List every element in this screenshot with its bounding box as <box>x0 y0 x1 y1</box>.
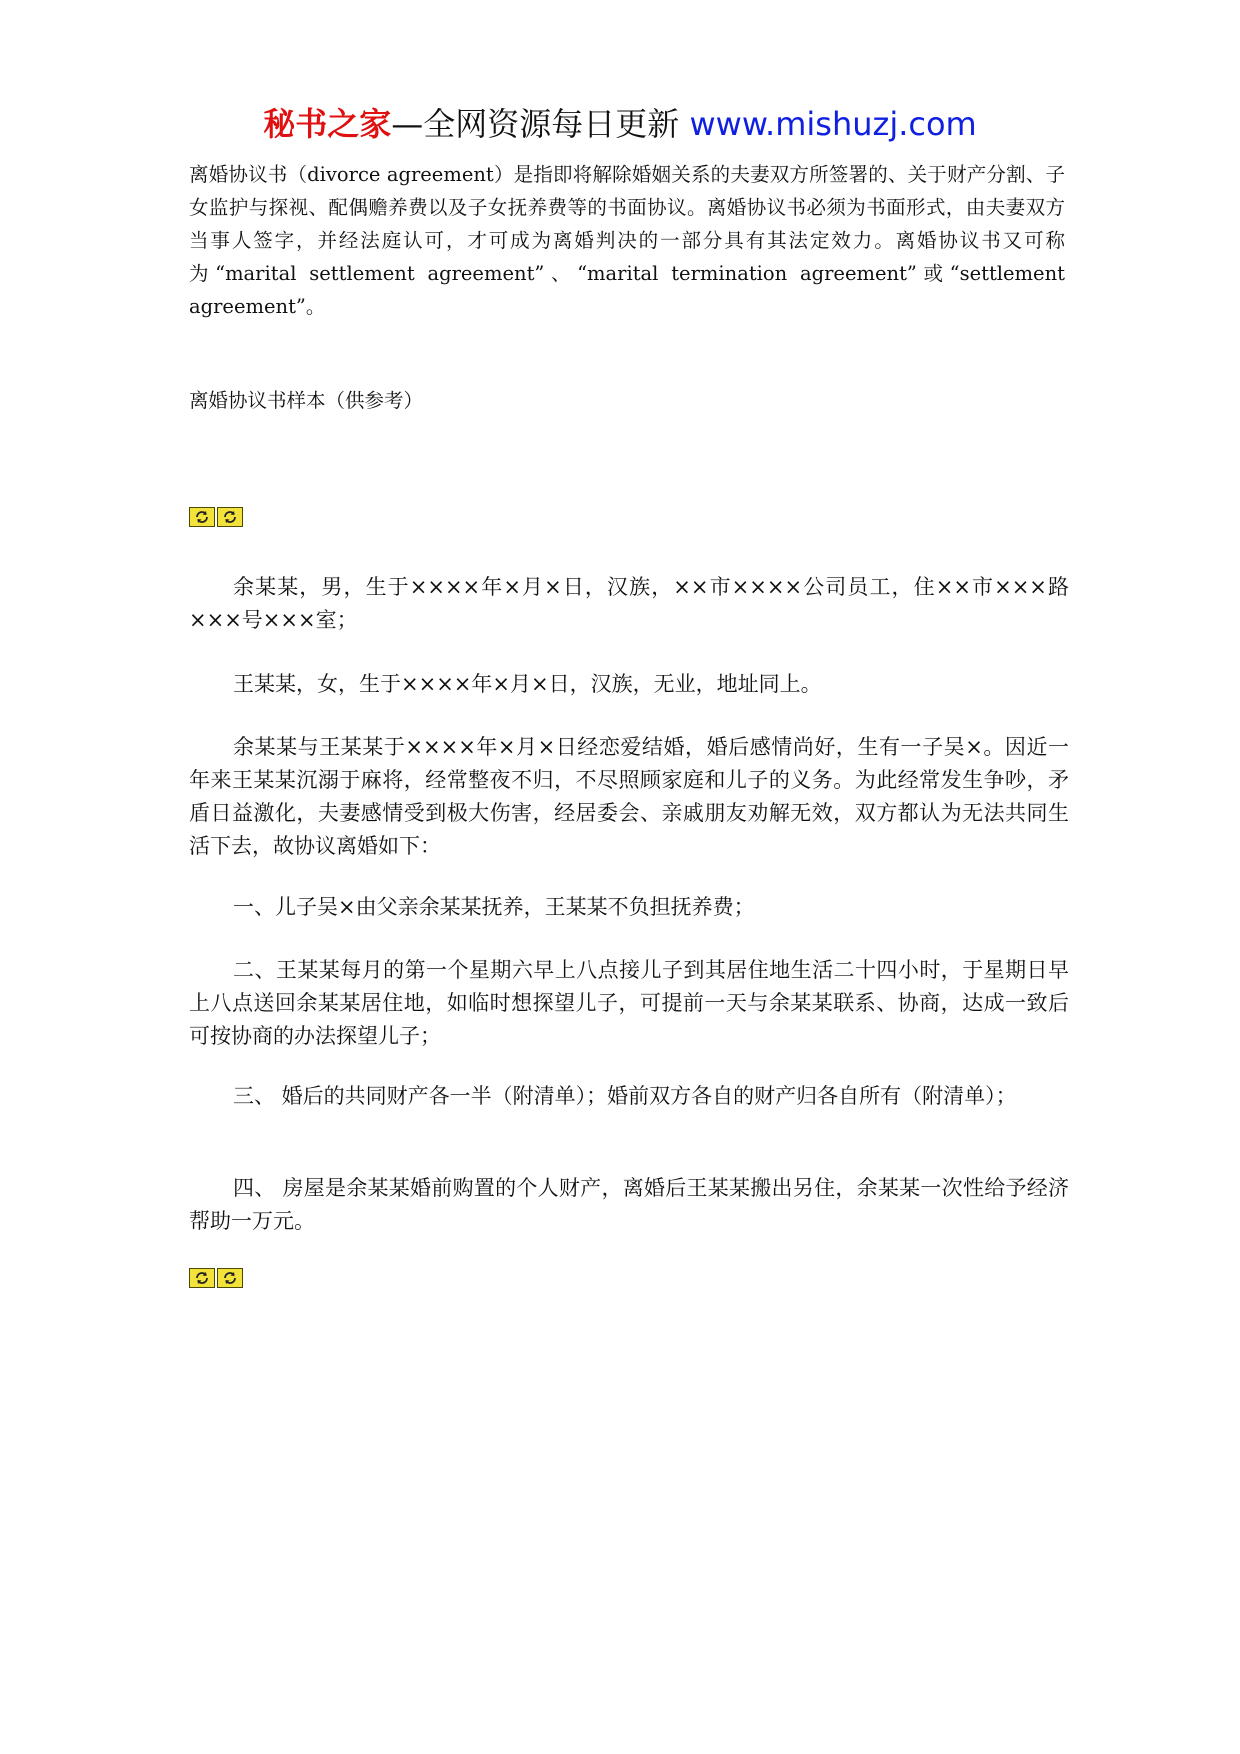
header-slogan: —全网资源每日更新 <box>391 105 690 143</box>
refresh-icon <box>189 507 215 527</box>
icon-pair-bottom <box>189 1268 243 1288</box>
sample-title: 离婚协议书样本（供参考） <box>189 389 424 412</box>
clause-1: 一、儿子吴×由父亲余某某抚养，王某某不负担抚养费； <box>233 895 755 919</box>
refresh-icon <box>217 507 243 527</box>
marriage-background: 余某某与王某某于××××年×月×日经恋爱结婚，婚后感情尚好，生有一子吴×。因近一年来王某某沉溺于麻将，经常整夜不归，不尽照顾家庭和儿子的义务。为此经常发生争吵，矛盾日益激化，夫妻感情受到极大伤害，经居委会、亲戚朋友劝解无效，双方都认为无法共同生活下去，故协议离婚如下： <box>189 735 1069 858</box>
icon-pair-top <box>189 507 243 527</box>
brand-name: 秘书之家 <box>263 105 392 143</box>
refresh-icon <box>189 1268 215 1288</box>
intro-paragraph: 离婚协议书（divorce agreement）是指即将解除婚姻关系的夫妻双方所签署的、关于财产分割、子女监护与探视、配偶赡养费以及子女抚养费等的书面协议。离婚协议书必须为书面形式，由夫妻双方当事人签字，并经法庭认可，才可成为离婚判决的一部分具有其法定效力。离婚协议书又可称为“marital settlement agreement”、“marital termination agreement”或“settlement agreement”。 <box>189 163 1065 318</box>
site-url: www.mishuzj.com <box>689 105 977 143</box>
page-header <box>0 100 1240 148</box>
party-wife: 王某某，女，生于××××年×月×日，汉族，无业，地址同上。 <box>233 672 822 696</box>
clause-3: 三、 婚后的共同财产各一半（附清单）；婚前双方各自的财产归各自所有（附清单）； <box>233 1084 1017 1108</box>
party-husband: 余某某，男，生于××××年×月×日，汉族，××市××××公司员工，住××市×××路×××号×××室； <box>189 575 1069 632</box>
refresh-icon <box>217 1268 243 1288</box>
clause-2: 二、王某某每月的第一个星期六早上八点接儿子到其居住地生活二十四小时，于星期日早上八点送回余某某居住地，如临时想探望儿子，可提前一天与余某某联系、协商，达成一致后可按协商的办法探望儿子； <box>189 958 1069 1048</box>
clause-4: 四、 房屋是余某某婚前购置的个人财产，离婚后王某某搬出另住，余某某一次性给予经济帮助一万元。 <box>189 1176 1069 1233</box>
